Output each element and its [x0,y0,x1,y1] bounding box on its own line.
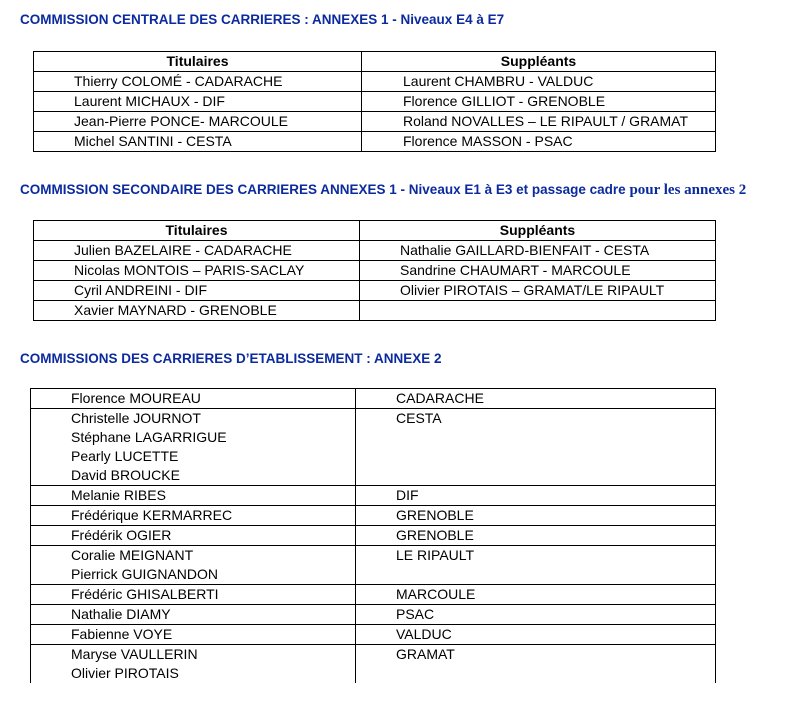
titulaire-cell: Julien BAZELAIRE - CADARACHE [34,241,360,261]
table-row [34,241,716,261]
suppleant-cell: Sandrine CHAUMART - MARCOULE [360,261,716,281]
member-name: Frédérique KERMARREC [71,507,233,523]
suppleant-cell: Florence MASSON - PSAC [362,132,716,152]
site-cell: PSAC [356,605,716,625]
suppleant-cell: Olivier PIROTAIS – GRAMAT/LE RIPAULT [360,281,716,301]
names-cell [31,526,356,546]
site-cell: GRAMAT [356,645,716,684]
table-header-row [34,52,716,72]
table-row [31,409,716,486]
table-row [34,261,716,281]
member-name: Melanie RIBES [71,487,166,503]
names-cell [31,486,356,506]
column-header-suppleants: Suppléants [360,221,716,241]
table-row [31,506,716,526]
names-cell [31,546,356,585]
names-cell [31,585,356,605]
names-cell [31,389,356,409]
section2-title-main: COMMISSION SECONDAIRE DES CARRIERES ANNEXES 1 - Niveaux E1 à E3 et passage cadre [20,182,626,197]
section1-title: COMMISSION CENTRALE DES CARRIERES : ANNEXES 1 - Niveaux E4 à E7 [20,12,505,27]
table-row [31,546,716,585]
names-cell [31,506,356,526]
titulaire-cell: Nicolas MONTOIS – PARIS-SACLAY [34,261,360,281]
titulaire-cell: Michel SANTINI - CESTA [34,132,362,152]
names-cell [31,605,356,625]
member-name: Frédérik OGIER [71,527,172,543]
column-header-titulaires: Titulaires [34,52,362,72]
names-cell [31,409,356,486]
section3-title: COMMISSIONS DES CARRIERES D’ETABLISSEMENT : ANNEXE 2 [20,351,442,366]
table-row [31,389,716,409]
table-row [31,526,716,546]
member-name: Nathalie DIAMY [71,606,171,622]
table-row [34,132,716,152]
titulaire-cell: Jean-Pierre PONCE- MARCOULE [34,112,362,132]
suppleant-cell: Nathalie GAILLARD-BIENFAIT - CESTA [360,241,716,261]
establishment-commission-table [30,388,716,683]
table-row [34,112,716,132]
member-name: Fabienne VOYE [71,626,173,642]
site-cell: GRENOBLE [356,506,716,526]
member-name: David BROUCKE [71,467,180,483]
table-row [31,625,716,645]
member-name: Coralie MEIGNANT [71,547,194,563]
member-name: Stéphane LAGARRIGUE [71,429,227,445]
names-cell [31,625,356,645]
suppleant-cell: Laurent CHAMBRU - VALDUC [362,72,716,92]
table-row [34,301,716,321]
table-row [34,281,716,301]
site-cell: DIF [356,486,716,506]
member-name: Christelle JOURNOT [71,410,201,426]
member-name: Maryse VAULLERIN [71,646,198,662]
section2-title-tail: pour les annexes 2 [625,182,747,198]
table-row [31,645,716,684]
site-cell: LE RIPAULT [356,546,716,585]
column-header-suppleants: Suppléants [362,52,716,72]
table-row [31,605,716,625]
secondary-commission-table [33,220,716,321]
titulaire-cell: Thierry COLOMÉ - CADARACHE [34,72,362,92]
site-cell: GRENOBLE [356,526,716,546]
names-cell [31,645,356,684]
table-row [31,585,716,605]
suppleant-cell: Florence GILLIOT - GRENOBLE [362,92,716,112]
site-cell: VALDUC [356,625,716,645]
table-row [31,486,716,506]
table-row [34,92,716,112]
member-name: Pearly LUCETTE [71,448,179,464]
section2-title [20,181,746,199]
titulaire-cell: Laurent MICHAUX - DIF [34,92,362,112]
suppleant-cell: Roland NOVALLES – LE RIPAULT / GRAMAT [362,112,716,132]
titulaire-cell: Xavier MAYNARD - GRENOBLE [34,301,360,321]
table-row [34,72,716,92]
table-header-row [34,221,716,241]
member-name: Olivier PIROTAIS [71,665,179,681]
central-commission-table [33,51,716,152]
titulaire-cell: Cyril ANDREINI - DIF [34,281,360,301]
site-cell: CESTA [356,409,716,486]
suppleant-cell [360,301,716,321]
site-cell: MARCOULE [356,585,716,605]
member-name: Florence MOUREAU [71,390,201,406]
member-name: Pierrick GUIGNANDON [71,566,219,582]
member-name: Frédéric GHISALBERTI [71,586,219,602]
site-cell: CADARACHE [356,389,716,409]
column-header-titulaires: Titulaires [34,221,360,241]
